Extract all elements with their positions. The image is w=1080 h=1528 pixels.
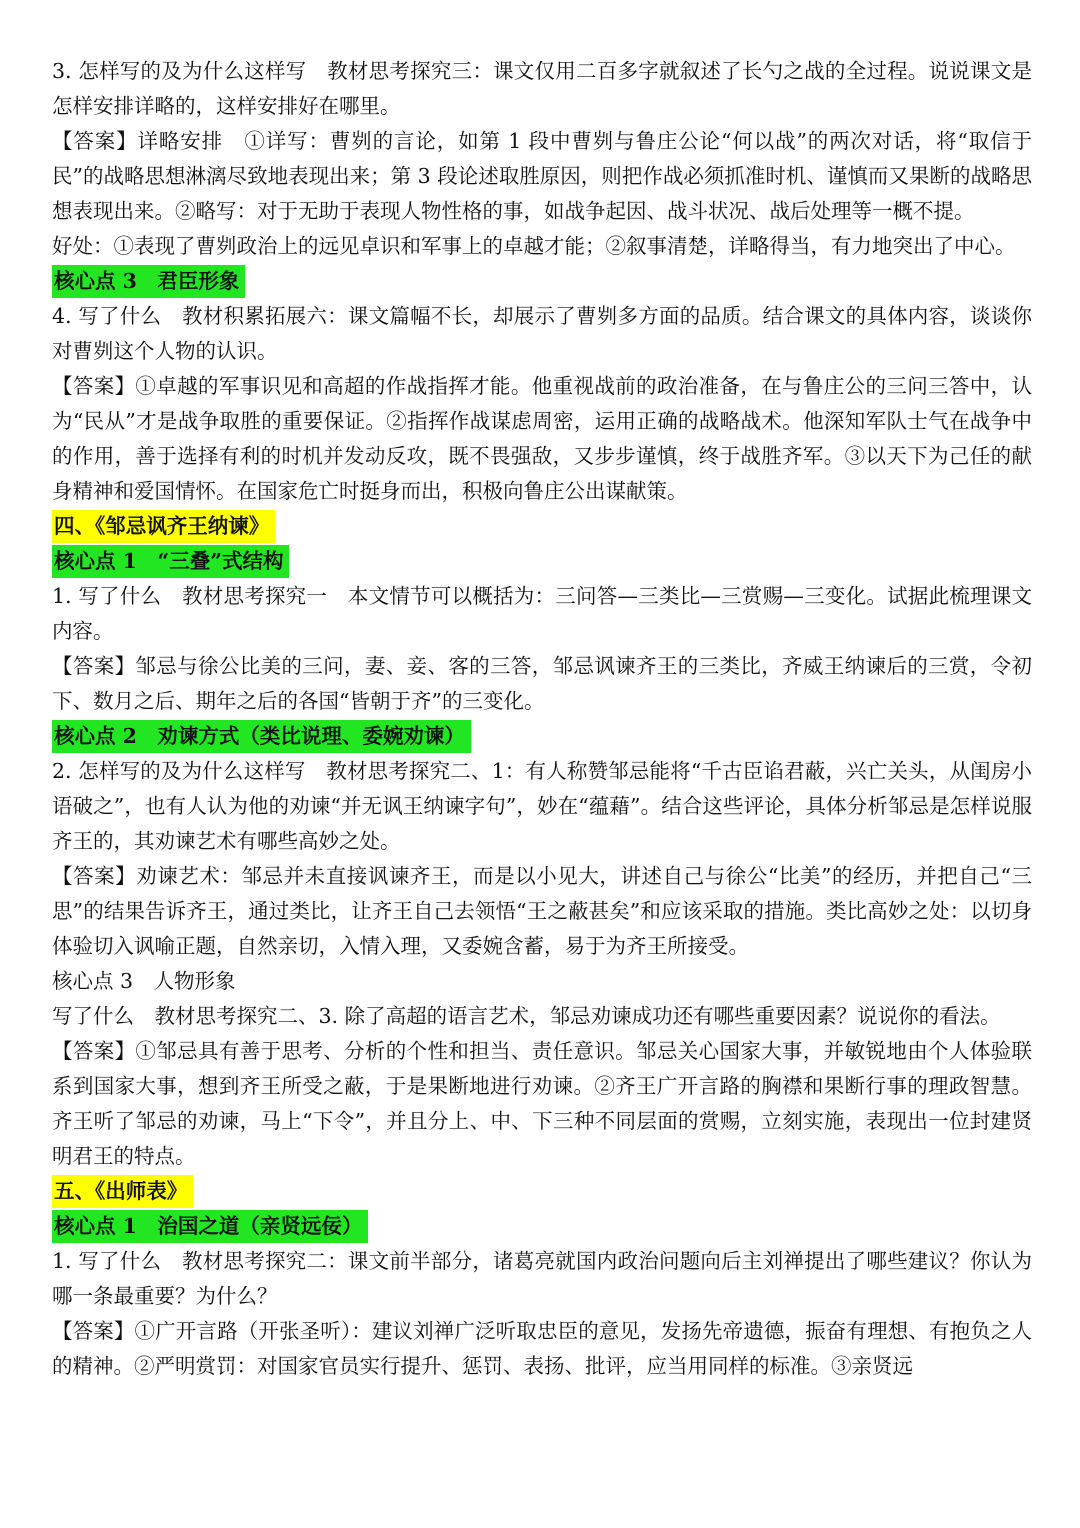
section-heading xyxy=(52,509,1032,544)
core-point-heading xyxy=(52,264,1032,299)
question-paragraph: 写了什么 教材思考探究二、3. 除了高超的语言艺术，邹忌劝谏成功还有哪些重要因素？说说你的看法。 xyxy=(52,1004,1001,1028)
green-highlight-label: 核心点 3 君臣形象 xyxy=(52,265,245,298)
core-point-heading xyxy=(52,544,1032,579)
question-3-paragraph: 3. 怎样写的及为什么这样写 教材思考探究三：课文仅用二百多字就叙述了长勺之战的全过程。说说课文是怎样安排详略的，这样安排好在哪里。 xyxy=(52,59,1032,118)
answer-paragraph: 【答案】劝谏艺术：邹忌并未直接讽谏齐王，而是以小见大，讲述自己与徐公“比美”的经历，并把自己“三思”的结果告诉齐王，通过类比，让齐王自己去领悟“王之蔽甚矣”和应该采取的措施。类比高妙之处：以切身体验切入讽喻正题，自然亲切，入情入理，又委婉含蓄，易于为齐王所接受。 xyxy=(52,864,1032,958)
green-highlight-label: 核心点 1 治国之道（亲贤远佞） xyxy=(52,1210,368,1243)
answer-paragraph: 【答案】①广开言路（开张圣听）：建议刘禅广泛听取忠臣的意见，发扬先帝遗德，振奋有理想、有抱负之人的精神。②严明赏罚：对国家官员实行提升、惩罚、表扬、批评，应当用同样的标准。③亲贤远 xyxy=(52,1319,1032,1378)
core-point-plain-heading: 核心点 3 人物形象 xyxy=(52,969,236,993)
answer-paragraph: 【答案】邹忌与徐公比美的三问，妻、妾、客的三答，邹忌讽谏齐王的三类比，齐威王纳谏后的三赏，令初下、数月之后、期年之后的各国“皆朝于齐”的三变化。 xyxy=(52,654,1032,713)
benefit-paragraph: 好处：①表现了曹刿政治上的远见卓识和军事上的卓越才能；②叙事清楚，详略得当，有力地突出了中心。 xyxy=(52,234,1016,258)
green-highlight-label: 核心点 1 “三叠”式结构 xyxy=(52,545,289,578)
core-point-heading xyxy=(52,1209,1032,1244)
section-heading xyxy=(52,1174,1032,1209)
yellow-highlight-label: 五、《出师表》 xyxy=(52,1175,193,1208)
answer-paragraph: 【答案】详略安排 ①详写：曹刿的言论，如第 1 段中曹刿与鲁庄公论“何以战”的两次对话，将“取信于民”的战略思想淋漓尽致地表现出来；第 3 段论述取胜原因，则把作战必须抓准时机、谨慎而又果断的战略思想表现出来。②略写：对于无助于表现人物性格的事，如战争起因、战斗状况、战后处理等一概不提。 xyxy=(52,129,1032,223)
document-page xyxy=(52,54,1032,1384)
question-4-paragraph: 4. 写了什么 教材积累拓展六：课文篇幅不长，却展示了曹刿多方面的品质。结合课文的具体内容，谈谈你对曹刿这个人物的认识。 xyxy=(52,304,1032,363)
answer-paragraph: 【答案】①邹忌具有善于思考、分析的个性和担当、责任意识。邹忌关心国家大事，并敏锐地由个人体验联系到国家大事，想到齐王所受之蔽，于是果断地进行劝谏。②齐王广开言路的胸襟和果断行事的理政智慧。齐王听了邹忌的劝谏，马上“下令”，并且分上、中、下三种不同层面的赏赐，立刻实施，表现出一位封建贤明君王的特点。 xyxy=(52,1039,1032,1168)
answer-paragraph: 【答案】①卓越的军事识见和高超的作战指挥才能。他重视战前的政治准备，在与鲁庄公的三问三答中，认为“民从”才是战争取胜的重要保证。②指挥作战谋虑周密，运用正确的战略战术。他深知军队士气在战争中的作用，善于选择有利的时机并发动反攻，既不畏强敌，又步步谨慎，终于战胜齐军。③以天下为己任的献身精神和爱国情怀。在国家危亡时挺身而出，积极向鲁庄公出谋献策。 xyxy=(52,374,1032,503)
question-1-paragraph: 1. 写了什么 教材思考探究二：课文前半部分，诸葛亮就国内政治问题向后主刘禅提出了哪些建议？你认为哪一条最重要？为什么？ xyxy=(52,1249,1032,1308)
green-highlight-label: 核心点 2 劝谏方式（类比说理、委婉劝谏） xyxy=(52,720,471,753)
question-2-paragraph: 2. 怎样写的及为什么这样写 教材思考探究二、1：有人称赞邹忌能将“千古臣谄君蔽，兴亡关头，从闺房小语破之”，也有人认为他的劝谏“并无讽王纳谏字句”，妙在“蕴藉”。结合这些评论，具体分析邹忌是怎样说服齐王的，其劝谏艺术有哪些高妙之处。 xyxy=(52,759,1032,853)
core-point-heading xyxy=(52,719,1032,754)
yellow-highlight-label: 四、《邹忌讽齐王纳谏》 xyxy=(52,510,275,543)
question-1-paragraph: 1. 写了什么 教材思考探究一 本文情节可以概括为：三问答—三类比—三赏赐—三变化。试据此梳理课文内容。 xyxy=(52,584,1032,643)
